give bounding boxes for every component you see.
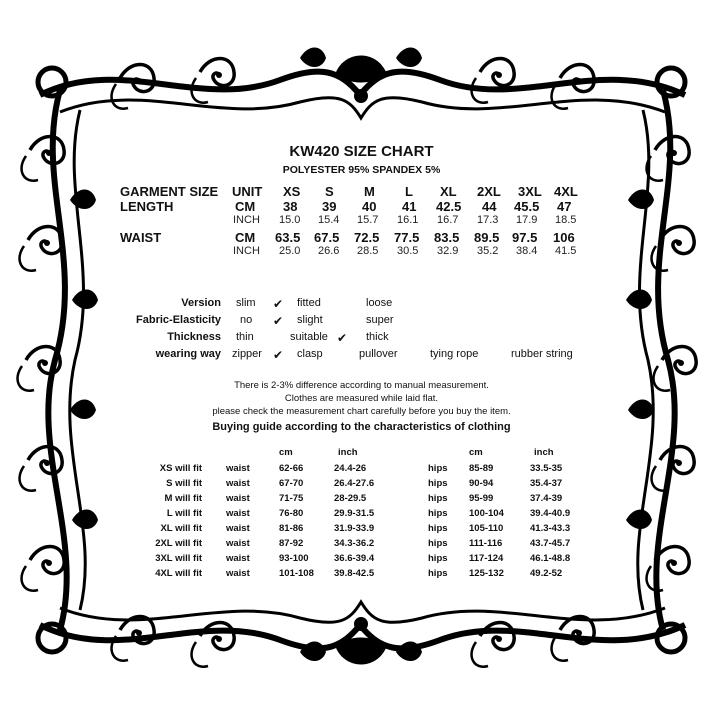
waist-cm-2xl: 89.5 — [474, 230, 500, 245]
wearing-option-tying-rope: tying rope — [430, 348, 479, 360]
waist-cm-4xl: 106 — [553, 230, 575, 245]
waist-cm-l: 77.5 — [394, 230, 420, 245]
guide-part-hips: hips — [428, 538, 448, 549]
buying-guide-title: Buying guide according to the characteristics of clothing — [212, 421, 511, 433]
version-check-icon: ✔ — [273, 297, 284, 311]
thickness-option-suitable: suitable — [290, 331, 328, 343]
size-header-4xl: 4XL — [554, 184, 578, 199]
guide-waist-inch: 29.9-31.5 — [334, 508, 375, 519]
guide-hips-inch: 37.4-39 — [530, 493, 563, 504]
version-option-loose: loose — [366, 297, 393, 309]
thickness-label: Thickness — [167, 331, 221, 343]
waist-cm-3xl: 97.5 — [512, 230, 538, 245]
length-cm-xl: 42.5 — [436, 199, 462, 214]
guide-hips-inch: 49.2-52 — [530, 568, 563, 579]
chart-title: KW420 SIZE CHART — [289, 143, 434, 160]
guide-inch-header-hips: inch — [534, 447, 554, 458]
length-label: LENGTH — [120, 199, 174, 214]
length-cm-2xl: 44 — [482, 199, 497, 214]
guide-size: M will fit — [164, 493, 202, 504]
size-header-3xl: 3XL — [518, 184, 542, 199]
guide-hips-inch: 46.1-48.8 — [530, 553, 571, 564]
version-label: Version — [181, 297, 221, 309]
waist-inch-3xl: 38.4 — [516, 245, 538, 257]
guide-part-hips: hips — [428, 508, 448, 519]
length-inch-4xl: 18.5 — [555, 214, 577, 226]
waist-cm-xs: 63.5 — [275, 230, 301, 245]
guide-part-hips: hips — [428, 568, 448, 579]
waist-inch-xs: 25.0 — [279, 245, 301, 257]
waist-inch-m: 28.5 — [357, 245, 379, 257]
wearing-option-rubber-string: rubber string — [511, 348, 573, 360]
length-inch-xs: 15.0 — [279, 214, 301, 226]
guide-size: L will fit — [166, 508, 202, 519]
guide-part-waist: waist — [226, 478, 250, 489]
guide-hips-inch: 43.7-45.7 — [530, 538, 571, 549]
waist-cm-s: 67.5 — [314, 230, 340, 245]
waist-cm-xl: 83.5 — [434, 230, 460, 245]
size-header-m: M — [364, 184, 375, 199]
guide-part-waist: waist — [226, 568, 250, 579]
elasticity-option-slight: slight — [297, 314, 323, 326]
note-laid-flat: Clothes are measured while laid flat. — [284, 393, 439, 404]
fabric-subtitle: POLYESTER 95% SPANDEX 5% — [282, 164, 441, 176]
guide-waist-cm: 62-66 — [279, 463, 304, 474]
thickness-check-icon: ✔ — [337, 331, 348, 345]
waist-inch-4xl: 41.5 — [555, 245, 577, 257]
guide-size: 3XL will fit — [155, 553, 202, 564]
guide-waist-inch: 34.3-36.2 — [334, 538, 375, 549]
guide-waist-inch: 39.8-42.5 — [334, 568, 375, 579]
length-cm-m: 40 — [362, 199, 377, 214]
guide-waist-cm: 87-92 — [279, 538, 304, 549]
wearing-way-label: wearing way — [155, 348, 221, 360]
wearing-option-clasp: clasp — [297, 348, 323, 360]
elasticity-option-no: no — [240, 314, 253, 326]
guide-cm-header-hips: cm — [469, 447, 483, 458]
guide-hips-inch: 33.5-35 — [530, 463, 563, 474]
guide-part-hips: hips — [428, 478, 448, 489]
fabric-elasticity-label: Fabric-Elasticity — [136, 314, 221, 326]
size-header-xl: XL — [440, 184, 457, 199]
wearing-check-icon: ✔ — [273, 348, 284, 362]
waist-cm-m: 72.5 — [354, 230, 380, 245]
guide-part-hips: hips — [428, 493, 448, 504]
guide-size: 4XL will fit — [155, 568, 202, 579]
length-inch-xl: 16.7 — [437, 214, 459, 226]
guide-size: XS will fit — [159, 463, 202, 474]
guide-hips-cm: 125-132 — [469, 568, 504, 579]
guide-cm-header-waist: cm — [279, 447, 293, 458]
guide-waist-cm: 81-86 — [279, 523, 304, 534]
guide-waist-inch: 26.4-27.6 — [334, 478, 375, 489]
thickness-option-thin: thin — [236, 331, 254, 343]
guide-part-waist: waist — [226, 523, 250, 534]
note-check-chart: please check the measurement chart carefully before you buy the item. — [212, 406, 511, 417]
size-header-l: L — [405, 184, 413, 199]
version-option-fitted: fitted — [297, 297, 321, 309]
length-cm-xs: 38 — [283, 199, 298, 214]
guide-waist-inch: 31.9-33.9 — [334, 523, 375, 534]
guide-hips-cm: 111-116 — [469, 538, 503, 549]
guide-waist-inch: 36.6-39.4 — [334, 553, 375, 564]
guide-hips-inch: 35.4-37 — [530, 478, 563, 489]
guide-hips-cm: 85-89 — [469, 463, 494, 474]
thickness-option-thick: thick — [366, 331, 389, 343]
guide-size: S will fit — [166, 478, 202, 489]
size-header-xs: XS — [283, 184, 301, 199]
length-cm-4xl: 47 — [557, 199, 572, 214]
note-measurement-difference: There is 2-3% difference according to manual measurement. — [234, 380, 489, 391]
length-inch-l: 16.1 — [397, 214, 419, 226]
elasticity-option-super: super — [366, 314, 394, 326]
guide-waist-inch: 24.4-26 — [334, 463, 367, 474]
length-inch-3xl: 17.9 — [516, 214, 538, 226]
guide-size: XL will fit — [160, 523, 202, 534]
length-cm-3xl: 45.5 — [514, 199, 540, 214]
guide-part-hips: hips — [428, 553, 448, 564]
guide-waist-inch: 28-29.5 — [334, 493, 367, 504]
guide-hips-cm: 100-104 — [469, 508, 504, 519]
guide-waist-cm: 101-108 — [279, 568, 314, 579]
frame-bottom — [40, 602, 685, 667]
frame-top — [40, 48, 685, 119]
length-unit-cm: CM — [235, 199, 256, 214]
garment-size-label: GARMENT SIZE — [120, 184, 219, 199]
guide-waist-cm: 71-75 — [279, 493, 304, 504]
waist-unit-cm: CM — [235, 230, 256, 245]
wearing-option-zipper: zipper — [232, 348, 262, 360]
unit-label: UNIT — [232, 184, 263, 199]
size-header-s: S — [325, 184, 334, 199]
waist-inch-s: 26.6 — [318, 245, 340, 257]
waist-inch-2xl: 35.2 — [477, 245, 499, 257]
waist-unit-inch: INCH — [233, 245, 260, 257]
version-option-slim: slim — [236, 297, 256, 309]
length-unit-inch: INCH — [233, 214, 260, 226]
waist-label: WAIST — [120, 230, 162, 245]
size-header-2xl: 2XL — [477, 184, 501, 199]
guide-part-hips: hips — [428, 523, 448, 534]
guide-part-waist: waist — [226, 463, 250, 474]
guide-part-waist: waist — [226, 508, 250, 519]
length-inch-2xl: 17.3 — [477, 214, 499, 226]
guide-part-waist: waist — [226, 538, 250, 549]
guide-hips-cm: 105-110 — [469, 523, 504, 534]
waist-inch-xl: 32.9 — [437, 245, 459, 257]
guide-part-waist: waist — [226, 493, 250, 504]
guide-waist-cm: 93-100 — [279, 553, 309, 564]
length-cm-s: 39 — [322, 199, 337, 214]
guide-hips-cm: 117-124 — [469, 553, 504, 564]
length-cm-l: 41 — [402, 199, 417, 214]
guide-hips-inch: 41.3-43.3 — [530, 523, 571, 534]
length-inch-s: 15.4 — [318, 214, 340, 226]
wearing-option-pullover: pullover — [359, 348, 398, 360]
guide-hips-cm: 95-99 — [469, 493, 494, 504]
elasticity-check-icon: ✔ — [273, 314, 284, 328]
guide-size: 2XL will fit — [155, 538, 202, 549]
guide-hips-cm: 90-94 — [469, 478, 494, 489]
guide-inch-header-waist: inch — [338, 447, 358, 458]
guide-hips-inch: 39.4-40.9 — [530, 508, 571, 519]
guide-waist-cm: 67-70 — [279, 478, 304, 489]
length-inch-m: 15.7 — [357, 214, 379, 226]
guide-waist-cm: 76-80 — [279, 508, 304, 519]
guide-part-waist: waist — [226, 553, 250, 564]
guide-part-hips: hips — [428, 463, 448, 474]
waist-inch-l: 30.5 — [397, 245, 419, 257]
